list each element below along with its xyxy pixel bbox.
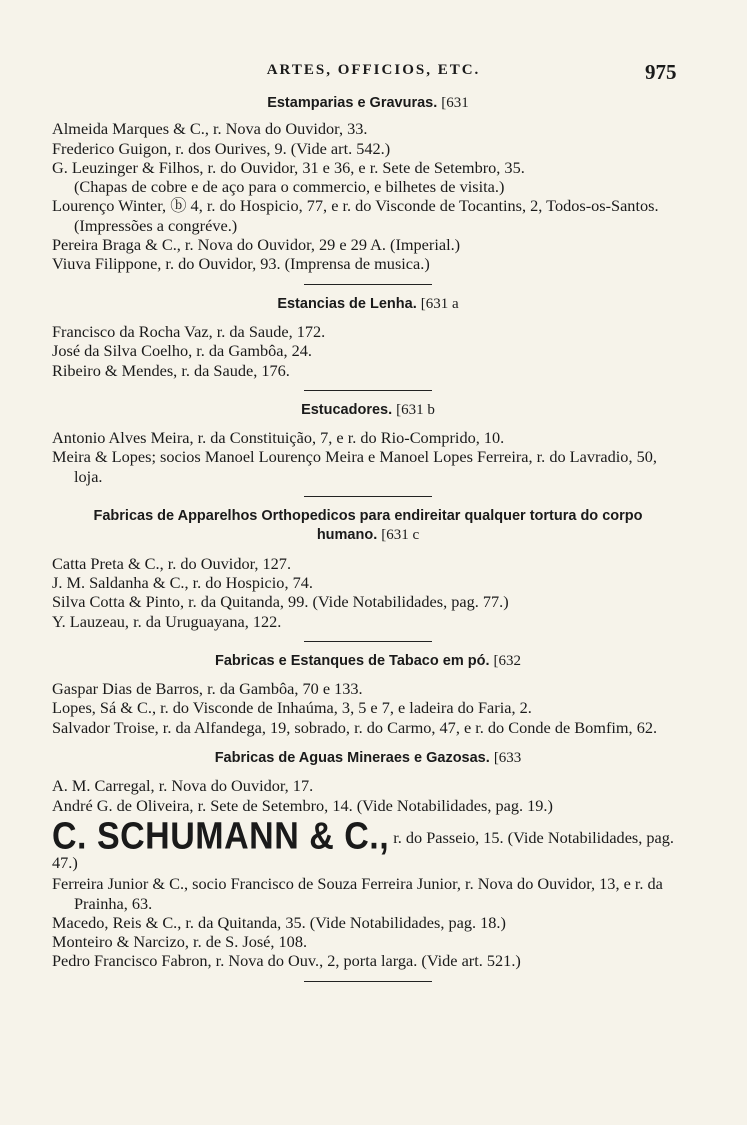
running-header: ARTES, OFFICIOS, ETC.	[266, 62, 481, 78]
featured-address: r. do Passeio, 15. (Vide Notabilidades, pag. 47.)	[52, 827, 674, 872]
list-item: Frederico Guigon, r. dos Ourives, 9. (Vide art. 542.)	[52, 138, 391, 158]
list-item: J. M. Saldanha & C., r. do Hospicio, 74.	[52, 572, 313, 592]
section-heading: Estamparias e Gravuras. [631	[267, 95, 469, 111]
list-item: Ferreira Junior & C., socio Francisco de Souza Ferreira Junior, r. Nova do Ouvidor, 13, e r. da Prainha, 63.	[52, 874, 667, 913]
list-item: Gaspar Dias de Barros, r. da Gambôa, 70 e 133.	[52, 679, 363, 699]
divider	[304, 981, 432, 982]
list-item: (Chapas de cobre e de aço para o commercio, e bilhetes de visita.)	[74, 177, 505, 197]
list-item: G. Leuzinger & Filhos, r. do Ouvidor, 31 e 36, e r. Sete de Setembro, 35.	[52, 157, 525, 177]
list-item: Pedro Francisco Fabron, r. Nova do Ouv., 2, porta larga. (Vide art. 521.)	[52, 951, 521, 971]
section-heading: Fabricas de Apparelhos Orthopedicos para endireitar qualquer tortura do corpo humano. [631 c	[93, 508, 643, 544]
section-ref: [631 a	[420, 295, 459, 312]
list-item: Monteiro & Narcizo, r. de S. José, 108.	[52, 932, 308, 952]
section-ref: [631 b	[396, 401, 435, 418]
list-item: Antonio Alves Meira, r. da Constituição, 7, e r. do Rio-Comprido, 10.	[52, 428, 505, 448]
section-ref: [631 c	[381, 527, 420, 544]
section-heading: Fabricas e Estanques de Tabaco em pó. [632	[214, 652, 522, 669]
page-content	[52, 92, 684, 982]
list-item: Macedo, Reis & C., r. da Quitanda, 35. (Vide Notabilidades, pag. 18.)	[52, 912, 506, 932]
list-item: Pereira Braga & C., r. Nova do Ouvidor, 29 e 29 A. (Imperial.)	[52, 235, 461, 255]
divider	[304, 496, 432, 497]
section-fabricas-tabaco	[52, 652, 684, 737]
section-heading: Fabricas de Aguas Mineraes e Gazosas. [633	[214, 750, 522, 767]
section-ref: [632	[493, 652, 522, 669]
section-heading: Estucadores. [631 b	[301, 401, 435, 418]
list-item: Viuva Filippone, r. do Ouvidor, 93. (Imprensa de musica.)	[52, 254, 430, 274]
list-item: Francisco da Rocha Vaz, r. da Saude, 172.	[52, 321, 326, 341]
list-item: Y. Lauzeau, r. da Uruguayana, 122.	[52, 611, 282, 631]
featured-advertiser	[52, 814, 684, 872]
list-item: Lopes, Sá & C., r. do Visconde de Inhaúma, 3, 5 e 7, e ladeira do Faria, 2.	[52, 698, 532, 718]
featured-name: C. SCHUMANN & C.,	[52, 814, 390, 858]
list-item: Salvador Troise, r. da Alfandega, 19, sobrado, r. do Carmo, 47, e r. do Conde de Bomfim, 62.	[52, 717, 658, 737]
list-item: Silva Cotta & Pinto, r. da Quitanda, 99. (Vide Notabilidades, pag. 77.)	[52, 592, 509, 612]
divider	[304, 390, 432, 391]
divider	[304, 641, 432, 642]
list-item: Almeida Marques & C., r. Nova do Ouvidor, 33.	[52, 119, 368, 139]
section-ref: [633	[493, 750, 522, 767]
list-item: Ribeiro & Mendes, r. da Saude, 176.	[52, 360, 290, 380]
list-item: José da Silva Coelho, r. da Gambôa, 24.	[52, 341, 313, 361]
section-estamparias	[52, 94, 684, 285]
section-fabricas-aguas	[52, 749, 684, 982]
section-estucadores	[52, 401, 684, 497]
section-ref: [631	[441, 95, 469, 111]
list-item: A. M. Carregal, r. Nova do Ouvidor, 17.	[52, 776, 314, 796]
divider	[304, 284, 432, 285]
list-item: André G. de Oliveira, r. Sete de Setembro, 14. (Vide Notabilidades, pag. 19.)	[52, 795, 553, 815]
list-item: Catta Preta & C., r. do Ouvidor, 127.	[52, 553, 292, 573]
section-heading: Estancias de Lenha. [631 a	[277, 295, 459, 312]
section-estancias-de-lenha	[52, 295, 684, 391]
list-item: Lourenço Winter, ⓑ 4, r. do Hospicio, 77, e r. do Visconde de Tocantins, 2, Todos-os-Santos. (Impressões a congréve.)	[52, 196, 663, 235]
page-number: 975	[645, 60, 677, 84]
list-item: Meira & Lopes; socios Manoel Lourenço Meira e Manoel Lopes Ferreira, r. do Lavradio, 50, loja.	[52, 447, 662, 486]
section-fabricas-orthopedicos	[52, 507, 684, 642]
